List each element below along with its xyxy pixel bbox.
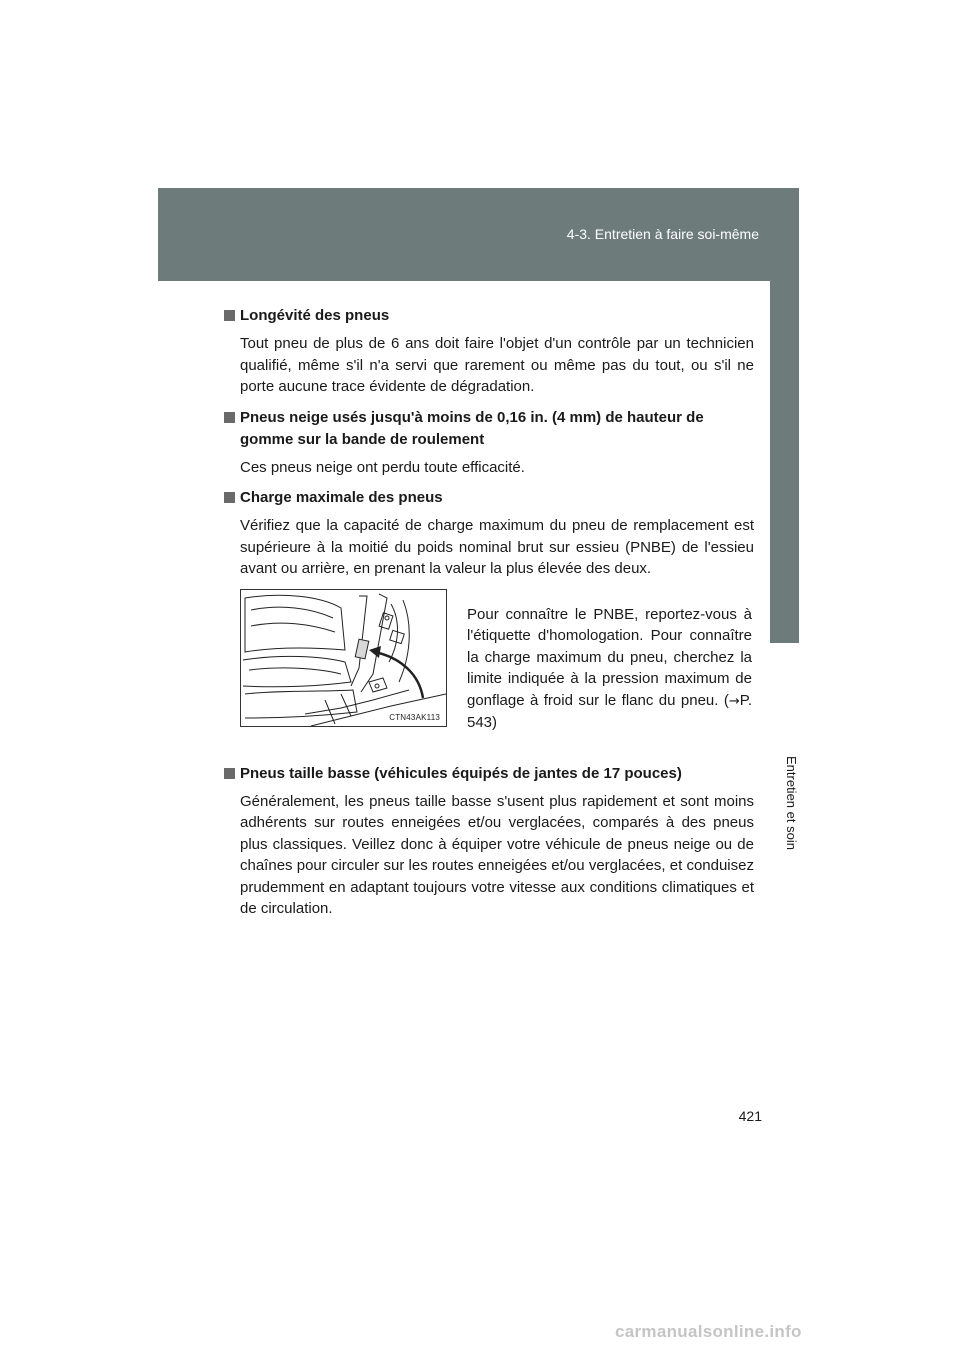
page-number: 421: [738, 1108, 762, 1124]
square-bullet-icon: [224, 310, 235, 321]
section-body: Généralement, les pneus taille basse s'usent plus rapidement et sont moins adhérents sur routes enneigées et/ou verglacées, comparés à des pneus plus classiques. Veillez donc à équiper votre véhicule de pneus neige ou de chaînes pour circuler sur les routes enneigées et/ou verglacées, et conduisez prudemment en adaptant toujours votre vitesse aux conditions climatiques et de circulation.: [240, 792, 754, 917]
arrow-right-icon: →: [728, 693, 740, 709]
chapter-number: 4: [781, 641, 788, 655]
section-title: Longévité des pneus: [224, 305, 754, 327]
section-longevity: [224, 305, 754, 398]
page-content: [224, 305, 754, 929]
chapter-label: Entretien et soin: [784, 756, 799, 850]
section-breadcrumb: 4-3. Entretien à faire soi-même: [566, 226, 759, 242]
section-title: Pneus neige usés jusqu'à moins de 0,16 in. (4 mm) de hauteur de gomme sur la bande de roulement: [224, 407, 754, 451]
square-bullet-icon: [224, 412, 235, 423]
section-body: Ces pneus neige ont perdu toute efficacité.: [240, 458, 525, 476]
section-body: Tout pneu de plus de 6 ans doit faire l'objet d'un contrôle par un technicien qualifié, même s'il n'a servi que rarement ou même pas du tout, ou s'il ne porte aucune trace évidente de dégradation.: [240, 335, 754, 395]
door-pillar-label-illustration: [240, 589, 447, 727]
figure-code: CTN43AK113: [389, 712, 440, 722]
section-title: Charge maximale des pneus: [224, 487, 754, 509]
figure-caption: Pour connaître le PNBE, reportez-vous à l'étiquette d'homologation. Pour connaître la charge maximum du pneu, cherchez la limite indiquée à la pression maximum de gonflage à froid sur le flanc du pneu. (→P. 543): [467, 605, 752, 731]
section-low-profile-tires: [224, 763, 754, 920]
section-body: Vérifiez que la capacité de charge maximum du pneu de remplacement est supérieure à la moitié du poids nominal brut sur essieu (PNBE) de l'essieu avant ou arrière, en prenant la valeur la plus élevée des deux.: [240, 517, 754, 577]
section-max-load: [224, 487, 754, 749]
section-worn-snow-tires: [224, 407, 754, 479]
watermark: carmanualsonline.info: [615, 1322, 802, 1341]
page-reference: P. 543): [467, 691, 752, 731]
seat-and-door-pillar-drawing: [241, 590, 446, 726]
chapter-tab: [770, 281, 799, 655]
square-bullet-icon: [224, 492, 235, 503]
header-band: [158, 188, 799, 281]
square-bullet-icon: [224, 768, 235, 779]
section-title: Pneus taille basse (véhicules équipés de jantes de 17 pouces): [224, 763, 754, 785]
figure-row: [240, 589, 754, 749]
